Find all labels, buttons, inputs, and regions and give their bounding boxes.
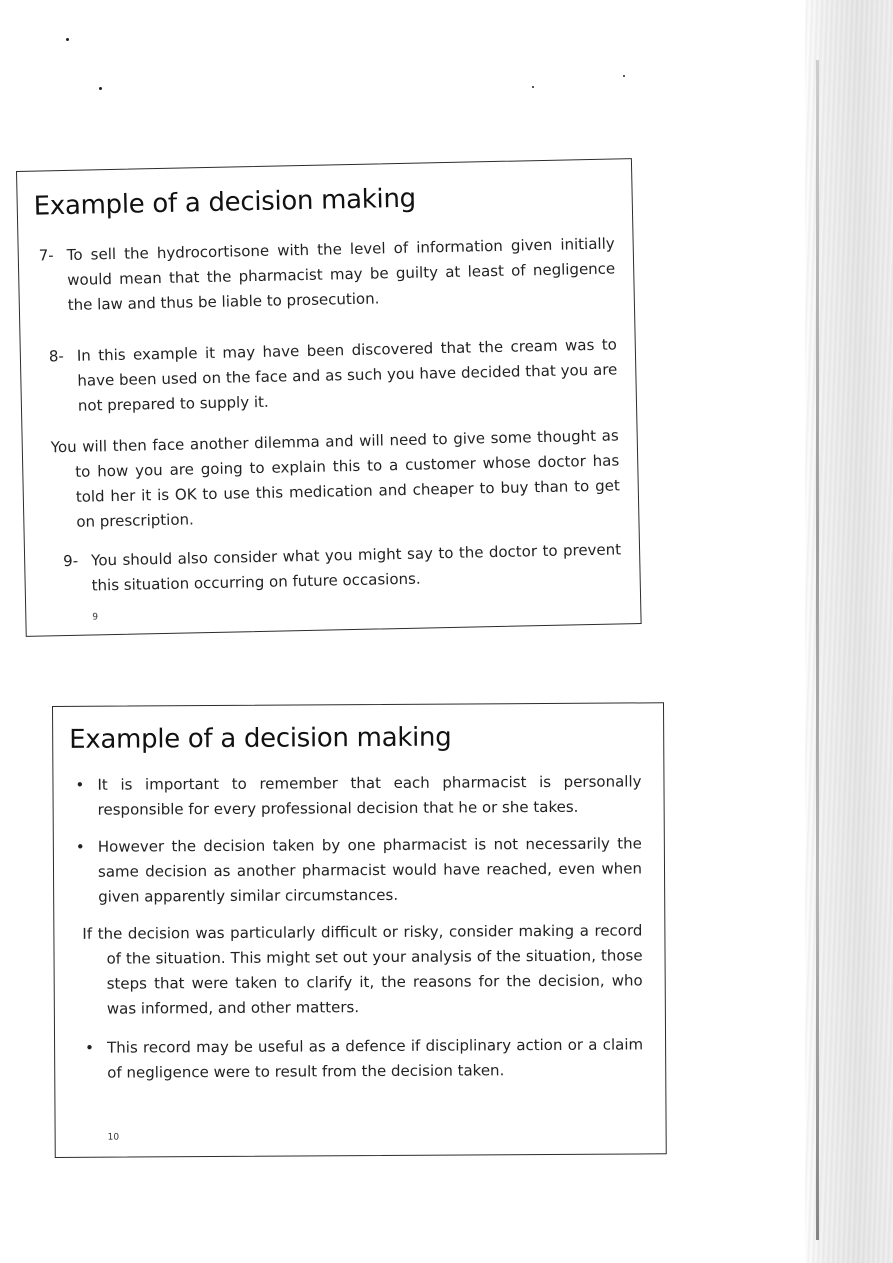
- bullet-icon: •: [85, 1038, 95, 1057]
- scan-speck: [623, 75, 625, 77]
- dilemma-paragraph: You will then face another dilemma and will need to give some thought as to how you are going to explain this to a customer whose doctor has told her it is OK to use this medication and cheaper to buy than to get on prescription.: [50, 426, 620, 531]
- item-marker: 7-: [38, 246, 54, 265]
- bullet-text: However the decision taken by one pharmacist is not necessarily the same decision as another pharmacist would have reached, even when given apparently similar circumstances.: [97, 834, 643, 906]
- numbered-item-8: [49, 332, 618, 419]
- slide-title: Example of a decision making: [33, 183, 417, 222]
- record-paragraph: If the decision was particularly difficult or risky, consider making a record of the situation. This might set out your analysis of the situation, those steps that were taken to clarify it, the reasons for the decision, who was informed, and other matters.: [82, 921, 643, 1018]
- bullet-icon: •: [75, 775, 85, 794]
- item-text: To sell the hydrocortisone with the level of information given initially would mean that the pharmacist may be guilty at least of negligence the law and thus be liable to prosecution.: [66, 234, 616, 314]
- item-text: You should also consider what you might say to the doctor to prevent this situation occurring on future occasions.: [90, 540, 622, 595]
- bullet-text: This record may be useful as a defence if disciplinary action or a claim of negligence were to result from the decision taken.: [107, 1035, 644, 1082]
- scan-speck: [532, 86, 534, 88]
- slide-9: [16, 158, 642, 637]
- bullet-item: [83, 1032, 643, 1085]
- slide-title: Example of a decision making: [69, 722, 452, 755]
- numbered-item-9: [63, 537, 622, 599]
- slide-body: [73, 769, 643, 1097]
- bullet-item: [74, 831, 642, 909]
- bullet-icon: •: [75, 837, 85, 856]
- slide-10: [52, 702, 667, 1158]
- item-marker: 8-: [48, 347, 65, 366]
- bullet-text: It is important to remember that each pharmacist is personally responsible for every professional decision that he or she takes.: [97, 772, 642, 819]
- item-marker: 9-: [62, 551, 79, 571]
- numbered-item-7: [39, 231, 616, 318]
- slide-body: [39, 231, 622, 599]
- bullet-item: [73, 769, 641, 822]
- slide-page-number: 10: [107, 1132, 120, 1143]
- scan-speck: [99, 87, 102, 90]
- scan-speck: [66, 38, 69, 41]
- item-text: In this example it may have been discovered that the cream was to have been used on the face and as such you have decided that you are not prepared to supply it.: [76, 335, 618, 415]
- slide-page-number: 9: [92, 612, 99, 623]
- page-binding-shadow: [816, 60, 819, 1240]
